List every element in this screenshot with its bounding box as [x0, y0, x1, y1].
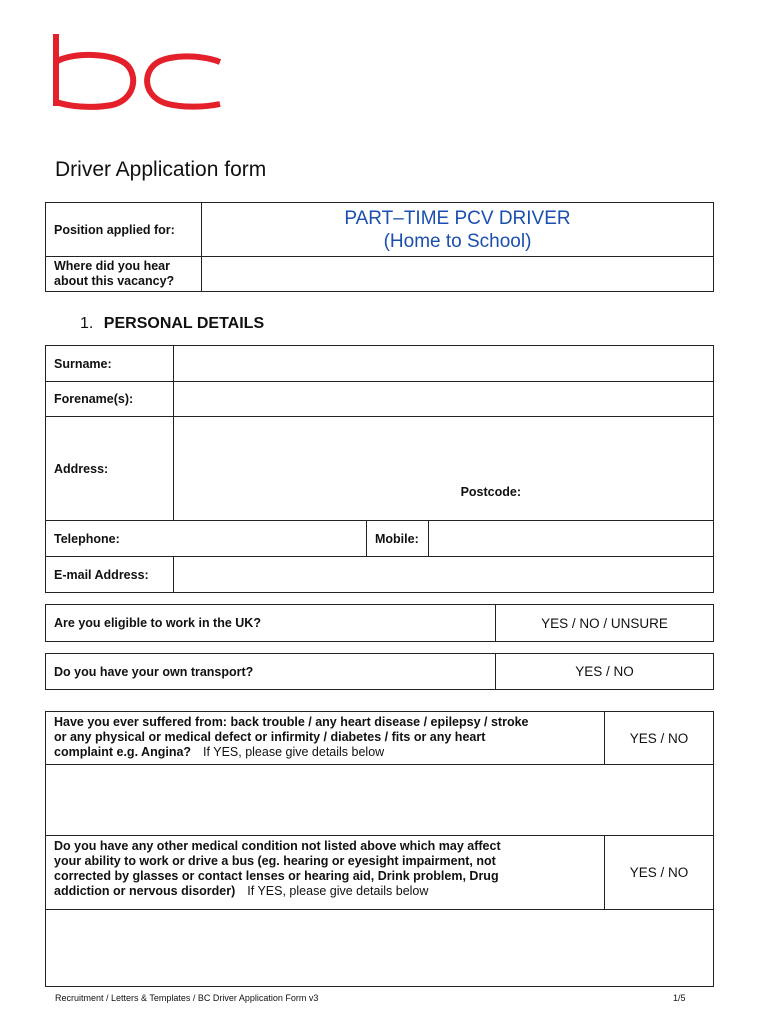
telephone-label[interactable]: Telephone:: [46, 521, 367, 557]
medical-q1-line2: or any physical or medical defect or infirmity / diabetes / fits or any heart: [54, 730, 486, 744]
medical-q1-line3-wrap: [54, 745, 596, 760]
eligibility-table: [45, 604, 714, 642]
footer-path: Recruitment / Letters & Templates / BC Driver Application Form v3: [55, 993, 319, 1003]
mobile-field[interactable]: [429, 521, 714, 557]
medical-q2-line1: Do you have any other medical condition not listed above which may affect: [54, 839, 501, 853]
medical-question-1: [46, 712, 605, 765]
vacancy-source-label: [46, 257, 202, 292]
form-title: Driver Application form: [55, 158, 267, 181]
vacancy-label-line2: about this vacancy?: [54, 274, 175, 288]
mobile-label: Mobile:: [367, 521, 429, 557]
transport-question: Do you have your own transport?: [46, 654, 496, 690]
position-table: [45, 202, 714, 292]
forenames-label: Forename(s):: [46, 382, 174, 417]
transport-table: [45, 653, 714, 690]
position-value-line1: PART–TIME PCV DRIVER: [344, 207, 571, 229]
medical-q2-line4-wrap: [54, 884, 596, 899]
vacancy-label-line1: Where did you hear: [54, 259, 170, 273]
position-label: Position applied for:: [46, 203, 202, 257]
position-value-line2: (Home to School): [383, 230, 532, 252]
section-heading: [80, 315, 264, 333]
personal-details-table: [45, 345, 714, 593]
medical-q1-note: If YES, please give details below: [203, 745, 385, 759]
surname-field[interactable]: [174, 346, 714, 382]
medical-q2-options[interactable]: YES / NO: [605, 836, 714, 910]
medical-q2-line2: your ability to work or drive a bus (eg. hearing or eyesight impairment, not: [54, 854, 496, 868]
email-label: E-mail Address:: [46, 557, 174, 593]
section-title: PERSONAL DETAILS: [103, 315, 265, 332]
forenames-field[interactable]: [174, 382, 714, 417]
section-number: 1.: [80, 315, 94, 332]
address-label: Address:: [46, 417, 174, 521]
postcode-label[interactable]: Postcode:: [174, 485, 714, 521]
footer-page-number: 1/5: [673, 993, 686, 1003]
medical-q2-details-field[interactable]: [46, 910, 714, 987]
bc-logo: [50, 32, 222, 110]
address-field[interactable]: [174, 417, 714, 485]
medical-q1-details-field[interactable]: [46, 765, 714, 836]
eligibility-options[interactable]: YES / NO / UNSURE: [496, 605, 714, 642]
surname-label: Surname:: [46, 346, 174, 382]
vacancy-source-field[interactable]: [202, 257, 714, 292]
medical-q1-options[interactable]: YES / NO: [605, 712, 714, 765]
position-value[interactable]: [202, 203, 714, 257]
medical-q2-note: If YES, please give details below: [247, 884, 429, 898]
medical-q1-line1: Have you ever suffered from: back trouble / any heart disease / epilepsy / stroke: [54, 715, 529, 729]
medical-q1-line3: complaint e.g. Angina?: [54, 745, 192, 759]
medical-question-2: [46, 836, 605, 910]
transport-options[interactable]: YES / NO: [496, 654, 714, 690]
medical-q2-line3: corrected by glasses or contact lenses or hearing aid, Drink problem, Drug: [54, 869, 499, 883]
email-field[interactable]: [174, 557, 714, 593]
eligibility-question: Are you eligible to work in the UK?: [46, 605, 496, 642]
medical-table: [45, 711, 714, 987]
medical-q2-line4: addiction or nervous disorder): [54, 884, 236, 898]
